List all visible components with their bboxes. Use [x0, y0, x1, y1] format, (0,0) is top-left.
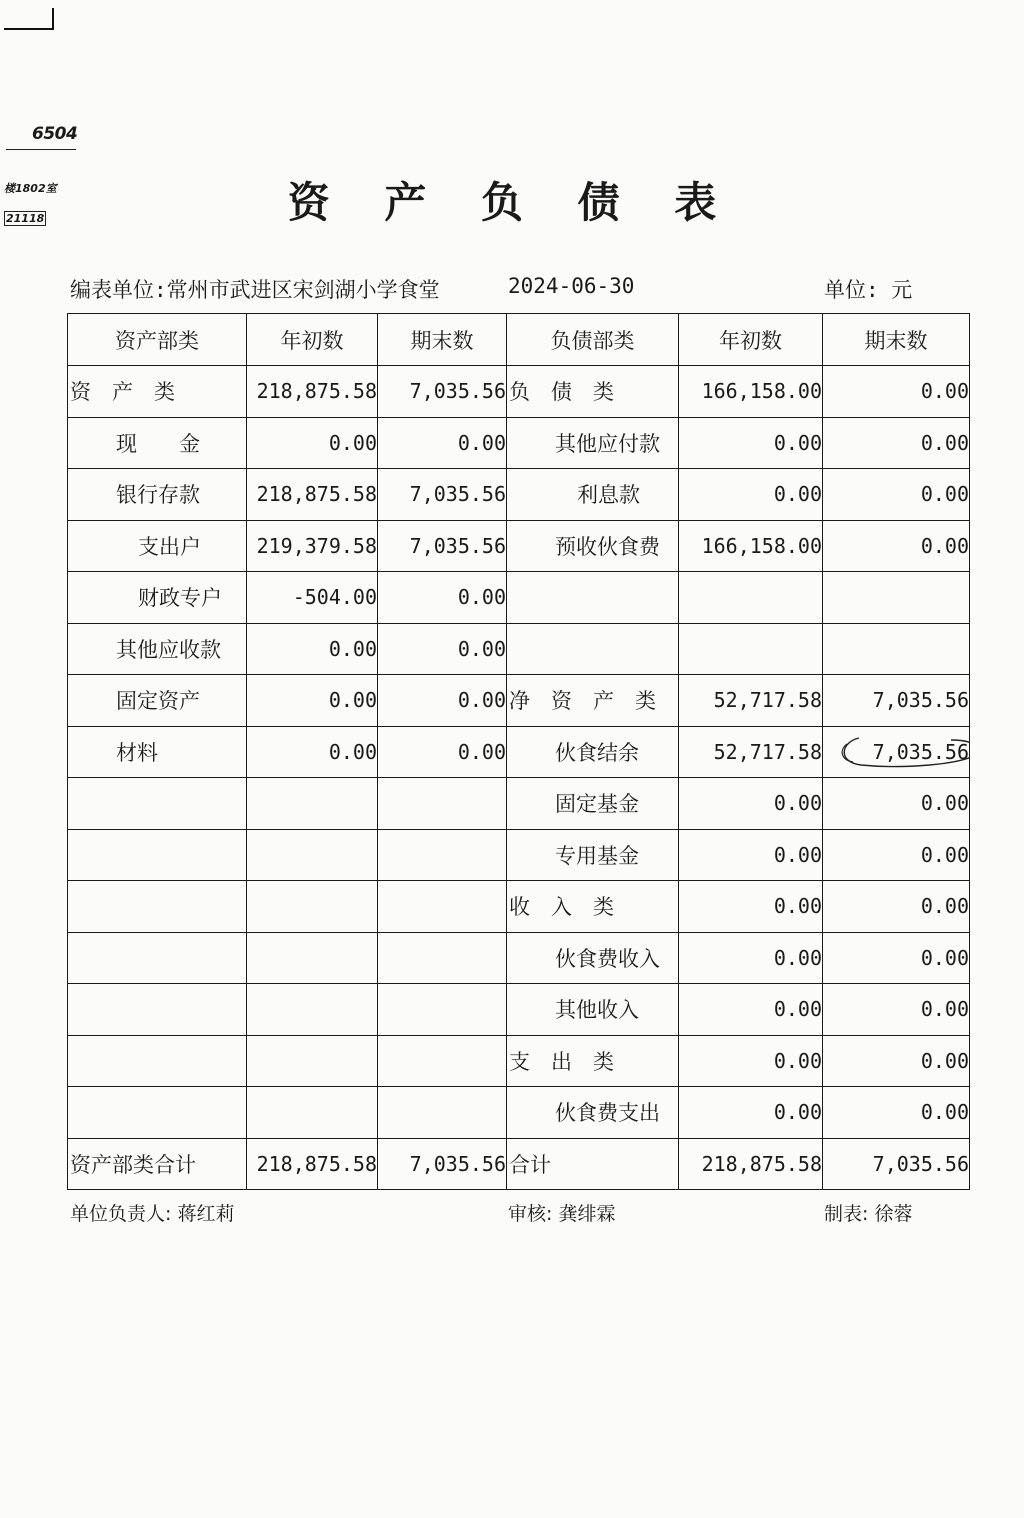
liability-label: 伙食结余 [507, 726, 679, 778]
liability-begin: 0.00 [679, 1035, 823, 1087]
asset-end [378, 932, 507, 984]
table-row [68, 520, 970, 572]
asset-begin [247, 984, 378, 1036]
liability-end: 0.00 [823, 829, 970, 881]
reviewer: 审核: 龚绯霖 [508, 1203, 616, 1225]
liability-end: 0.00 [823, 778, 970, 830]
table-row [68, 675, 970, 727]
asset-begin [247, 1087, 378, 1139]
asset-total-begin: 218,875.58 [247, 1138, 378, 1190]
column-header: 年初数 [679, 314, 823, 366]
asset-end [378, 881, 507, 933]
table-row [68, 366, 970, 418]
table-row [68, 932, 970, 984]
liability-label: 专用基金 [507, 829, 679, 881]
liability-end-circled [823, 726, 970, 778]
asset-begin: 0.00 [247, 417, 378, 469]
report-date: 2024-06-30 [508, 274, 635, 298]
corner-crop-mark [4, 8, 54, 30]
asset-total-end: 7,035.56 [378, 1138, 507, 1190]
asset-label: 支出户 [68, 520, 247, 572]
liability-label: 伙食费收入 [507, 932, 679, 984]
asset-label [68, 1087, 247, 1139]
liability-begin: 52,717.58 [679, 675, 823, 727]
asset-total-label: 资产部类合计 [68, 1138, 247, 1190]
liability-begin: 52,717.58 [679, 726, 823, 778]
liability-label: 收 入 类 [507, 881, 679, 933]
liability-total-begin: 218,875.58 [679, 1138, 823, 1190]
asset-end [378, 829, 507, 881]
liability-label [507, 572, 679, 624]
liability-label: 支 出 类 [507, 1035, 679, 1087]
asset-end: 7,035.56 [378, 520, 507, 572]
column-header: 期末数 [823, 314, 970, 366]
asset-label: 资 产 类 [68, 366, 247, 418]
table-row [68, 726, 970, 778]
asset-begin: 0.00 [247, 726, 378, 778]
asset-begin: 0.00 [247, 675, 378, 727]
asset-begin [247, 829, 378, 881]
liability-end: 0.00 [823, 417, 970, 469]
liability-begin: 0.00 [679, 881, 823, 933]
asset-end [378, 778, 507, 830]
liability-label: 固定基金 [507, 778, 679, 830]
liability-label: 利息款 [507, 469, 679, 521]
table-row [68, 881, 970, 933]
liability-end: 0.00 [823, 469, 970, 521]
asset-end: 0.00 [378, 726, 507, 778]
liability-end: 0.00 [823, 520, 970, 572]
liability-begin: 0.00 [679, 469, 823, 521]
asset-begin: 218,875.58 [247, 469, 378, 521]
responsible-person: 单位负责人: 蒋红莉 [70, 1203, 235, 1225]
asset-label [68, 984, 247, 1036]
liability-label: 预收伙食费 [507, 520, 679, 572]
table-total-row [68, 1138, 970, 1190]
asset-end: 0.00 [378, 572, 507, 624]
liability-begin: 0.00 [679, 984, 823, 1036]
side-stamp-room: 楼1802室 [4, 182, 57, 195]
liability-label [507, 623, 679, 675]
asset-end: 0.00 [378, 623, 507, 675]
asset-begin [247, 881, 378, 933]
preparer: 制表: 徐蓉 [824, 1203, 913, 1225]
liability-begin: 0.00 [679, 829, 823, 881]
liability-begin: 0.00 [679, 932, 823, 984]
asset-label: 财政专户 [68, 572, 247, 624]
asset-label: 其他应收款 [68, 623, 247, 675]
asset-end: 7,035.56 [378, 366, 507, 418]
liability-end [823, 572, 970, 624]
asset-label [68, 881, 247, 933]
liability-label: 其他收入 [507, 984, 679, 1036]
table-row [68, 572, 970, 624]
liability-label: 负 债 类 [507, 366, 679, 418]
liability-end [823, 623, 970, 675]
asset-label [68, 932, 247, 984]
liability-label: 净 资 产 类 [507, 675, 679, 727]
asset-begin [247, 1035, 378, 1087]
side-stamp-code: 21118 [6, 212, 45, 225]
asset-label: 固定资产 [68, 675, 247, 727]
column-header: 年初数 [247, 314, 378, 366]
liability-label: 伙食费支出 [507, 1087, 679, 1139]
liability-begin: 0.00 [679, 778, 823, 830]
asset-begin: -504.00 [247, 572, 378, 624]
archive-number: 6504 [32, 124, 78, 144]
asset-begin: 0.00 [247, 623, 378, 675]
asset-begin: 219,379.58 [247, 520, 378, 572]
archive-underline [6, 149, 76, 150]
liability-begin [679, 623, 823, 675]
asset-end: 7,035.56 [378, 469, 507, 521]
table-row [68, 1087, 970, 1139]
liability-end: 0.00 [823, 1035, 970, 1087]
currency-unit: 单位: 元 [824, 278, 913, 302]
liability-end: 0.00 [823, 932, 970, 984]
asset-begin [247, 778, 378, 830]
table-header-row [68, 314, 970, 366]
table-row [68, 1035, 970, 1087]
asset-begin [247, 932, 378, 984]
asset-end: 0.00 [378, 417, 507, 469]
table-row [68, 469, 970, 521]
asset-begin: 218,875.58 [247, 366, 378, 418]
liability-end: 7,035.56 [823, 675, 970, 727]
liability-begin: 166,158.00 [679, 366, 823, 418]
liability-end: 0.00 [823, 1087, 970, 1139]
liability-end: 0.00 [823, 366, 970, 418]
liability-begin: 0.00 [679, 417, 823, 469]
liability-begin: 0.00 [679, 1087, 823, 1139]
table-row [68, 778, 970, 830]
preparing-unit: 编表单位:常州市武进区宋剑湖小学食堂 [70, 278, 440, 302]
asset-end [378, 1035, 507, 1087]
table-row [68, 623, 970, 675]
balance-sheet-table [67, 313, 970, 1190]
asset-label [68, 1035, 247, 1087]
liability-total-end: 7,035.56 [823, 1138, 970, 1190]
liability-end: 0.00 [823, 881, 970, 933]
asset-label: 现 金 [68, 417, 247, 469]
asset-label: 材料 [68, 726, 247, 778]
asset-end [378, 984, 507, 1036]
liability-label: 其他应付款 [507, 417, 679, 469]
column-header: 期末数 [378, 314, 507, 366]
asset-label [68, 829, 247, 881]
asset-end: 0.00 [378, 675, 507, 727]
liability-end: 7,035.56 [872, 739, 969, 764]
liability-begin: 166,158.00 [679, 520, 823, 572]
table-row [68, 984, 970, 1036]
asset-label [68, 778, 247, 830]
column-header: 负债部类 [507, 314, 679, 366]
table-row [68, 417, 970, 469]
liability-total-label: 合计 [507, 1138, 679, 1190]
asset-end [378, 1087, 507, 1139]
liability-end: 0.00 [823, 984, 970, 1036]
document-title: 资 产 负 债 表 [287, 178, 737, 227]
column-header: 资产部类 [68, 314, 247, 366]
asset-label: 银行存款 [68, 469, 247, 521]
liability-begin [679, 572, 823, 624]
table-row [68, 829, 970, 881]
